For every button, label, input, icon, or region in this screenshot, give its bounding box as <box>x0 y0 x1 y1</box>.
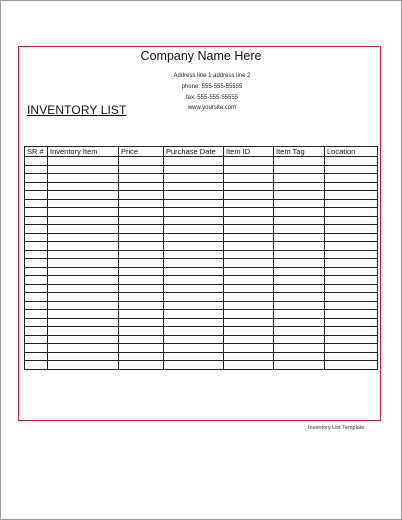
table-cell[interactable] <box>164 191 224 200</box>
table-row <box>25 242 378 251</box>
table-cell[interactable] <box>274 335 325 344</box>
table-cell[interactable] <box>164 259 224 268</box>
table-cell[interactable] <box>48 225 119 234</box>
table-cell[interactable] <box>119 352 164 361</box>
table-row <box>25 174 378 183</box>
table-cell[interactable] <box>224 250 274 259</box>
table-cell[interactable] <box>119 233 164 242</box>
table-cell[interactable] <box>274 267 325 276</box>
table-cell[interactable] <box>48 174 119 183</box>
company-fax: fax: 555-555-55555 <box>185 95 239 101</box>
table-cell[interactable] <box>25 216 48 225</box>
table-cell[interactable] <box>48 361 119 370</box>
table-cell[interactable] <box>25 318 48 327</box>
table-cell[interactable] <box>48 327 119 336</box>
table-cell[interactable] <box>164 327 224 336</box>
table-cell[interactable] <box>48 157 119 166</box>
table-cell[interactable] <box>119 182 164 191</box>
table-cell[interactable] <box>274 276 325 285</box>
table-cell[interactable] <box>25 165 48 174</box>
company-address: Address line 1 address line 2 <box>173 73 251 79</box>
table-cell[interactable] <box>48 208 119 217</box>
table-cell[interactable] <box>164 250 224 259</box>
table-cell[interactable] <box>119 284 164 293</box>
table-cell[interactable] <box>224 344 274 353</box>
table-cell[interactable] <box>48 250 119 259</box>
table-row <box>25 233 378 242</box>
table-cell[interactable] <box>224 242 274 251</box>
table-cell[interactable] <box>325 344 378 353</box>
table-cell[interactable] <box>224 199 274 208</box>
table-cell[interactable] <box>25 293 48 302</box>
table-cell[interactable] <box>25 233 48 242</box>
table-cell[interactable] <box>274 191 325 200</box>
table-cell[interactable] <box>48 191 119 200</box>
table-cell[interactable] <box>25 335 48 344</box>
table-row <box>25 352 378 361</box>
column-header-location: Location <box>325 147 378 157</box>
table-cell[interactable] <box>25 310 48 319</box>
table-cell[interactable] <box>25 352 48 361</box>
table-cell[interactable] <box>325 293 378 302</box>
table-cell[interactable] <box>25 267 48 276</box>
table-cell[interactable] <box>25 191 48 200</box>
table-body <box>25 157 378 370</box>
table-row <box>25 361 378 370</box>
table-cell[interactable] <box>164 208 224 217</box>
table-cell[interactable] <box>274 225 325 234</box>
table-row <box>25 157 378 166</box>
table-cell[interactable] <box>274 233 325 242</box>
table-row <box>25 301 378 310</box>
table-cell[interactable] <box>164 233 224 242</box>
table-cell[interactable] <box>224 216 274 225</box>
table-cell[interactable] <box>224 352 274 361</box>
table-cell[interactable] <box>325 208 378 217</box>
table-cell[interactable] <box>164 242 224 251</box>
table-cell[interactable] <box>325 284 378 293</box>
table-cell[interactable] <box>274 352 325 361</box>
table-cell[interactable] <box>224 276 274 285</box>
table-cell[interactable] <box>119 191 164 200</box>
table-cell[interactable] <box>164 318 224 327</box>
column-header-item-id: Item ID <box>224 147 274 157</box>
table-cell[interactable] <box>25 199 48 208</box>
table-cell[interactable] <box>25 344 48 353</box>
table-cell[interactable] <box>48 276 119 285</box>
table-cell[interactable] <box>164 352 224 361</box>
table-row <box>25 259 378 268</box>
table-cell[interactable] <box>325 335 378 344</box>
company-website: www.yoursite.com <box>187 105 237 111</box>
table-cell[interactable] <box>325 267 378 276</box>
table-cell[interactable] <box>325 182 378 191</box>
table-cell[interactable] <box>274 293 325 302</box>
table-row <box>25 165 378 174</box>
table-cell[interactable] <box>224 310 274 319</box>
table-cell[interactable] <box>325 301 378 310</box>
column-header-sr: SR # <box>25 147 48 157</box>
table-cell[interactable] <box>274 301 325 310</box>
footer-label: Inventory List Template <box>308 425 365 431</box>
table-cell[interactable] <box>119 344 164 353</box>
table-cell[interactable] <box>164 182 224 191</box>
table-cell[interactable] <box>325 233 378 242</box>
table-cell[interactable] <box>119 242 164 251</box>
table-cell[interactable] <box>164 361 224 370</box>
table-cell[interactable] <box>25 242 48 251</box>
table-cell[interactable] <box>224 301 274 310</box>
table-cell[interactable] <box>224 191 274 200</box>
table-cell[interactable] <box>325 242 378 251</box>
table-cell[interactable] <box>48 293 119 302</box>
table-cell[interactable] <box>274 327 325 336</box>
table-cell[interactable] <box>325 157 378 166</box>
table-cell[interactable] <box>224 318 274 327</box>
table-cell[interactable] <box>164 335 224 344</box>
table-cell[interactable] <box>25 182 48 191</box>
column-header-item-tag: Item Tag <box>274 147 325 157</box>
table-cell[interactable] <box>274 284 325 293</box>
table-row <box>25 344 378 353</box>
table-cell[interactable] <box>325 361 378 370</box>
table-cell[interactable] <box>119 318 164 327</box>
table-cell[interactable] <box>224 327 274 336</box>
table-cell[interactable] <box>25 250 48 259</box>
table-cell[interactable] <box>325 250 378 259</box>
table-cell[interactable] <box>48 165 119 174</box>
table-cell[interactable] <box>325 199 378 208</box>
table-cell[interactable] <box>48 284 119 293</box>
table-row <box>25 199 378 208</box>
table-row <box>25 284 378 293</box>
table-cell[interactable] <box>25 284 48 293</box>
table-cell[interactable] <box>224 233 274 242</box>
inventory-table <box>24 146 378 370</box>
table-cell[interactable] <box>325 165 378 174</box>
table-cell[interactable] <box>25 301 48 310</box>
table-cell[interactable] <box>119 310 164 319</box>
table-cell[interactable] <box>119 327 164 336</box>
table-cell[interactable] <box>274 165 325 174</box>
table-cell[interactable] <box>25 259 48 268</box>
table-row <box>25 276 378 285</box>
table-cell[interactable] <box>224 157 274 166</box>
table-cell[interactable] <box>224 284 274 293</box>
table-cell[interactable] <box>164 310 224 319</box>
table-cell[interactable] <box>164 344 224 353</box>
table-row <box>25 318 378 327</box>
column-header-price: Price <box>119 147 164 157</box>
table-cell[interactable] <box>48 242 119 251</box>
table-cell[interactable] <box>25 225 48 234</box>
table-cell[interactable] <box>119 165 164 174</box>
table-cell[interactable] <box>48 310 119 319</box>
table-row <box>25 327 378 336</box>
table-cell[interactable] <box>119 199 164 208</box>
table-cell[interactable] <box>119 293 164 302</box>
table-cell[interactable] <box>325 225 378 234</box>
table-cell[interactable] <box>119 225 164 234</box>
table-cell[interactable] <box>325 352 378 361</box>
table-cell[interactable] <box>164 157 224 166</box>
table-cell[interactable] <box>119 208 164 217</box>
table-cell[interactable] <box>224 182 274 191</box>
table-cell[interactable] <box>119 301 164 310</box>
column-header-purchase-date: Purchase Date <box>164 147 224 157</box>
table-cell[interactable] <box>48 352 119 361</box>
table-row <box>25 250 378 259</box>
table-cell[interactable] <box>164 267 224 276</box>
table-cell[interactable] <box>48 216 119 225</box>
table-cell[interactable] <box>25 157 48 166</box>
table-row <box>25 182 378 191</box>
table-cell[interactable] <box>48 267 119 276</box>
table-cell[interactable] <box>119 157 164 166</box>
table-cell[interactable] <box>325 327 378 336</box>
table-cell[interactable] <box>119 361 164 370</box>
table-cell[interactable] <box>164 301 224 310</box>
table-cell[interactable] <box>224 259 274 268</box>
table-cell[interactable] <box>274 174 325 183</box>
table-cell[interactable] <box>224 174 274 183</box>
table-cell[interactable] <box>119 216 164 225</box>
table-cell[interactable] <box>274 182 325 191</box>
table-cell[interactable] <box>224 165 274 174</box>
table-cell[interactable] <box>325 216 378 225</box>
table-cell[interactable] <box>274 259 325 268</box>
table-cell[interactable] <box>325 191 378 200</box>
table-cell[interactable] <box>274 199 325 208</box>
table-cell[interactable] <box>164 165 224 174</box>
table-cell[interactable] <box>325 174 378 183</box>
table-cell[interactable] <box>274 344 325 353</box>
table-cell[interactable] <box>325 276 378 285</box>
table-cell[interactable] <box>164 174 224 183</box>
table-cell[interactable] <box>274 318 325 327</box>
table-cell[interactable] <box>119 276 164 285</box>
table-cell[interactable] <box>119 250 164 259</box>
table-cell[interactable] <box>48 301 119 310</box>
table-cell[interactable] <box>224 361 274 370</box>
table-row <box>25 310 378 319</box>
column-header-inventory-item: Inventory Item <box>48 147 119 157</box>
table-cell[interactable] <box>25 327 48 336</box>
table-cell[interactable] <box>164 216 224 225</box>
table-cell[interactable] <box>25 361 48 370</box>
table-cell[interactable] <box>224 225 274 234</box>
table-cell[interactable] <box>325 310 378 319</box>
company-name: Company Name Here <box>140 49 262 63</box>
page-title: INVENTORY LIST <box>27 103 127 117</box>
table-cell[interactable] <box>119 174 164 183</box>
table-header-row <box>25 147 378 157</box>
table-cell[interactable] <box>164 293 224 302</box>
table-cell[interactable] <box>274 250 325 259</box>
table-cell[interactable] <box>274 216 325 225</box>
table-cell[interactable] <box>164 284 224 293</box>
table-row <box>25 225 378 234</box>
table-cell[interactable] <box>48 182 119 191</box>
table-cell[interactable] <box>25 276 48 285</box>
table-cell[interactable] <box>224 208 274 217</box>
table-cell[interactable] <box>164 199 224 208</box>
table-cell[interactable] <box>274 361 325 370</box>
table-row <box>25 208 378 217</box>
table-cell[interactable] <box>48 335 119 344</box>
table-cell[interactable] <box>274 208 325 217</box>
table-cell[interactable] <box>325 318 378 327</box>
table-row <box>25 293 378 302</box>
table-row <box>25 191 378 200</box>
table-cell[interactable] <box>224 335 274 344</box>
table-cell[interactable] <box>48 259 119 268</box>
table-cell[interactable] <box>48 233 119 242</box>
company-phone: phone: 555-555-55555 <box>181 84 243 90</box>
table-cell[interactable] <box>274 242 325 251</box>
table-cell[interactable] <box>119 259 164 268</box>
table-row <box>25 216 378 225</box>
table-row <box>25 335 378 344</box>
table-cell[interactable] <box>48 344 119 353</box>
table-cell[interactable] <box>48 199 119 208</box>
table-cell[interactable] <box>119 335 164 344</box>
table-row <box>25 267 378 276</box>
table-cell[interactable] <box>224 267 274 276</box>
table-cell[interactable] <box>164 225 224 234</box>
table-cell[interactable] <box>274 157 325 166</box>
table-cell[interactable] <box>25 174 48 183</box>
table-cell[interactable] <box>25 208 48 217</box>
table-cell[interactable] <box>164 276 224 285</box>
table-cell[interactable] <box>274 310 325 319</box>
table-cell[interactable] <box>325 259 378 268</box>
table-cell[interactable] <box>119 267 164 276</box>
table-cell[interactable] <box>224 293 274 302</box>
table-cell[interactable] <box>48 318 119 327</box>
